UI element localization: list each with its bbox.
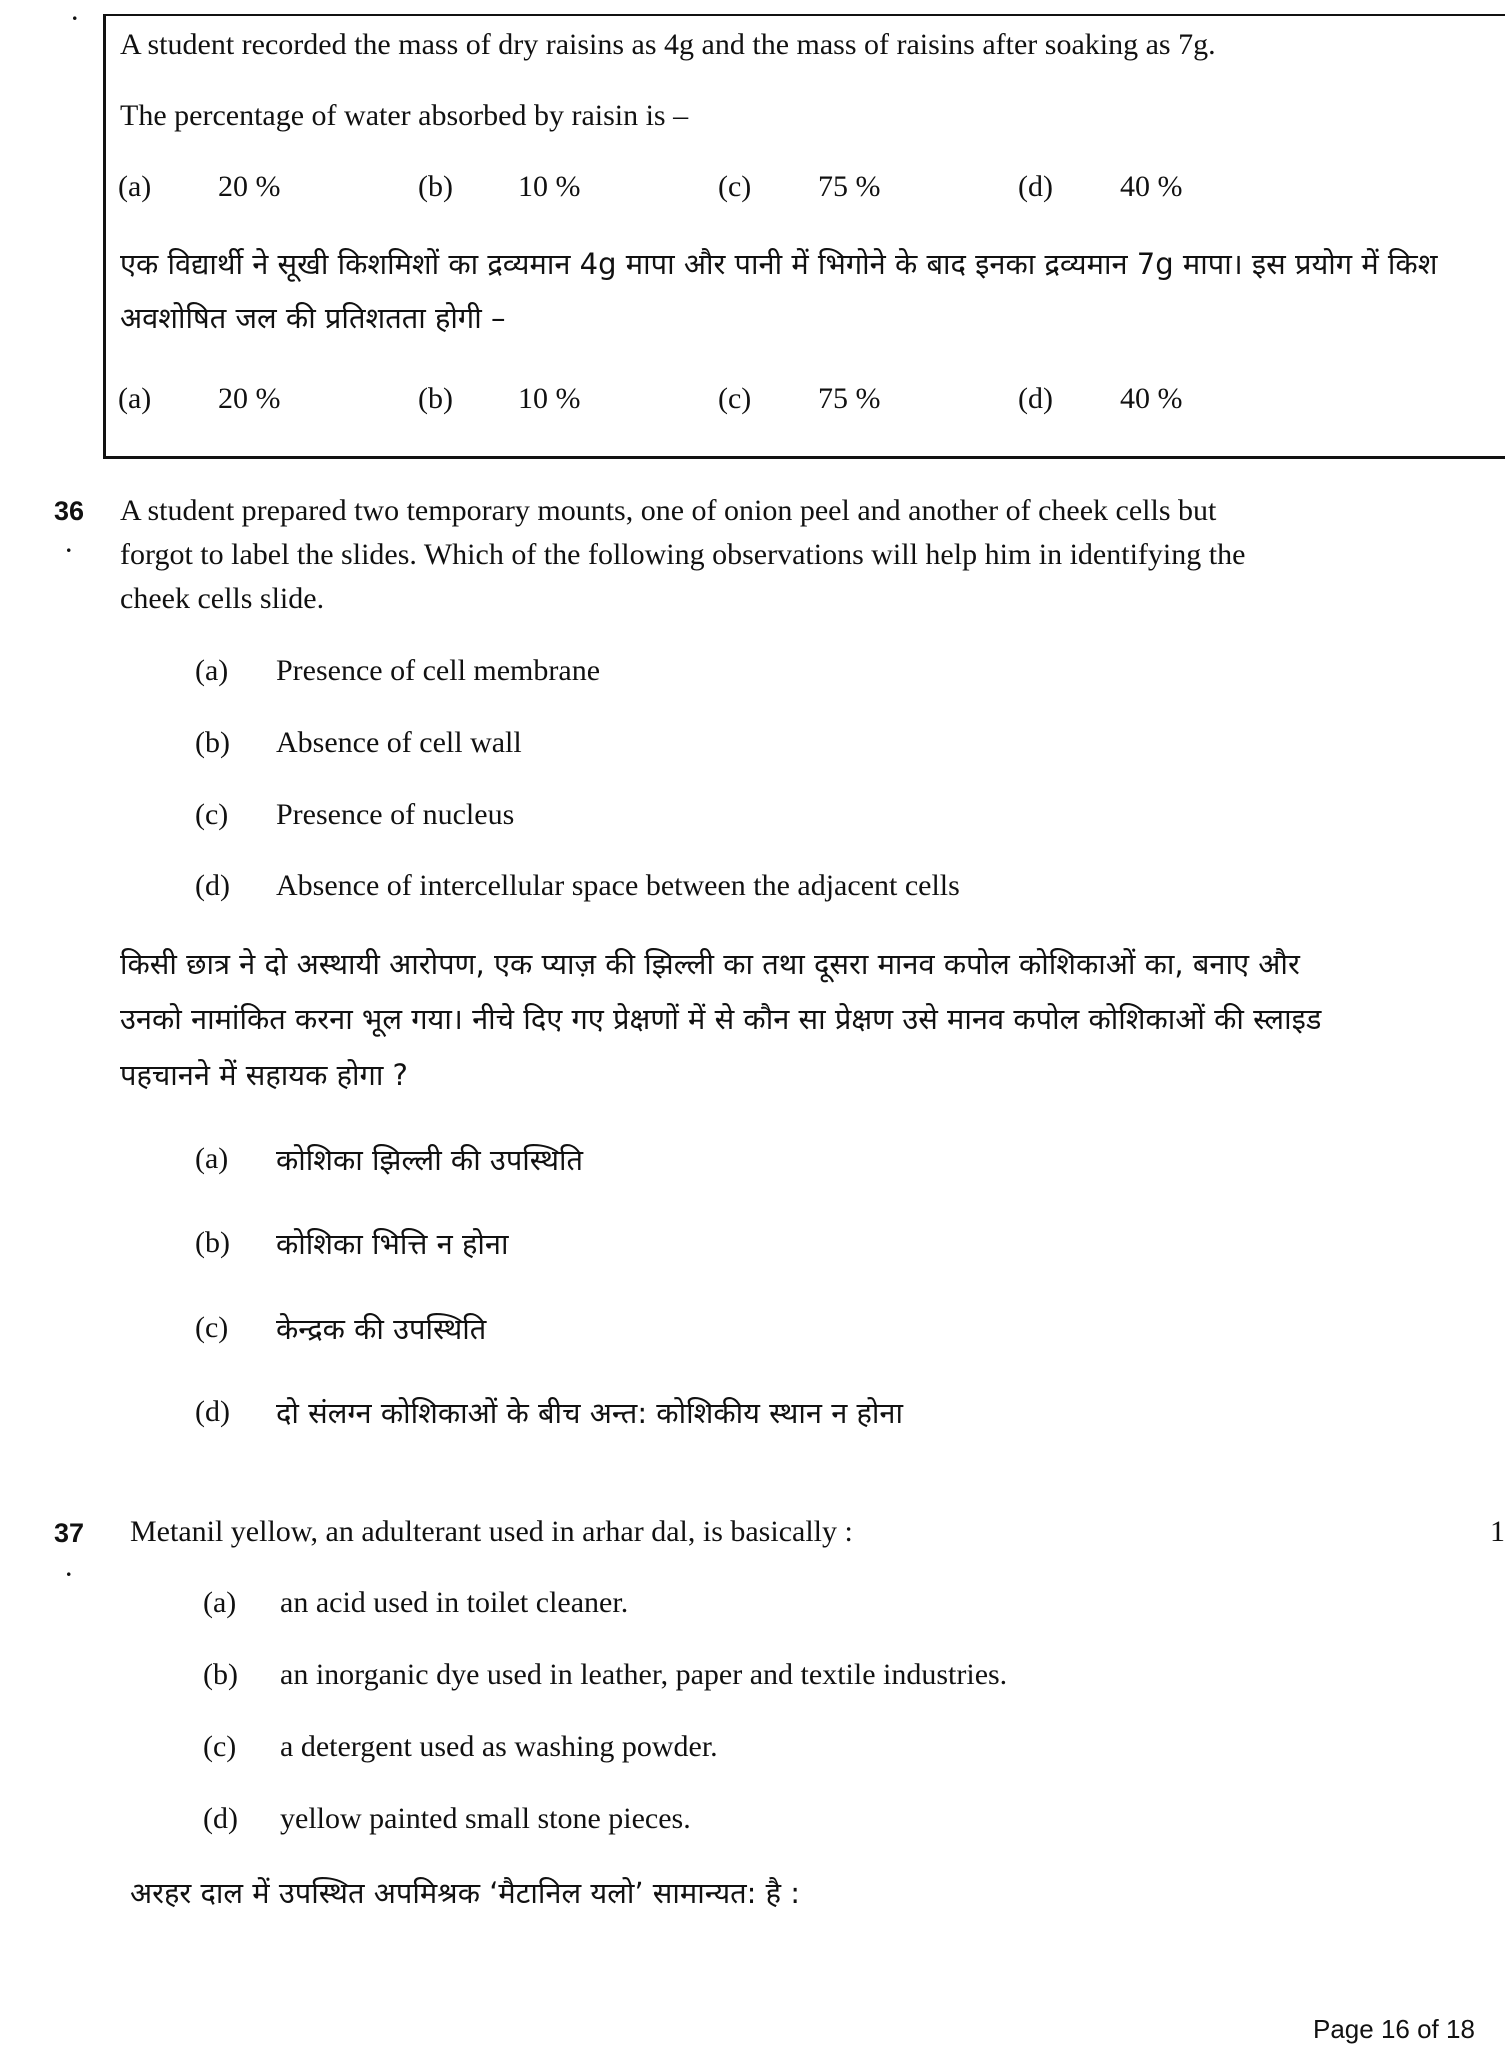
q37-option-d-text: yellow painted small stone pieces. (280, 1802, 691, 1835)
q35-option-b-value: 10 % (518, 170, 581, 203)
q37-hindi-text: अरहर दाल में उपस्थित अपमिश्रक ‘मैटानिल यलो’ सामान्यत: है : (130, 1876, 801, 1910)
q37-option-a-label: (a) (203, 1586, 237, 1619)
q36-hi-option-d-label: (d) (195, 1395, 230, 1428)
q36-hindi-line1: किसी छात्र ने दो अस्थायी आरोपण, एक प्याज़ की झिल्ली का तथा दूसरा मानव कपोल कोशिकाओं का, बनाए और (120, 947, 1300, 981)
q36-option-b-label: (b) (195, 726, 230, 759)
stray-mark: . (72, 0, 78, 25)
q36-option-c-text: Presence of nucleus (276, 798, 515, 831)
q36-option-c-label: (c) (195, 798, 229, 831)
q35-option-d-value: 40 % (1120, 170, 1183, 203)
q36-hi-option-a-label: (a) (195, 1142, 229, 1175)
q35-hindi-line2: अवशोषित जल की प्रतिशतता होगी – (120, 301, 506, 335)
q35-hi-option-a-value: 20 % (218, 382, 281, 415)
q36-hindi-line3: पहचानने में सहायक होगा ? (120, 1058, 408, 1092)
q36-option-b-text: Absence of cell wall (276, 726, 522, 759)
q36-hi-option-b-text: कोशिका भित्ति न होना (276, 1227, 509, 1261)
q36-hi-option-d-text: दो संलग्न कोशिकाओं के बीच अन्त: कोशिकीय स्थान न होना (276, 1396, 904, 1430)
q36-dot: . (66, 532, 72, 557)
q35-option-c-label: (c) (718, 170, 752, 203)
q37-option-b-label: (b) (203, 1658, 238, 1691)
q35-text-line1: A student recorded the mass of dry raisins as 4g and the mass of raisins after soaking as 7g. (120, 28, 1216, 61)
q36-option-d-text: Absence of intercellular space between the adjacent cells (276, 869, 960, 902)
q35-option-b-label: (b) (418, 170, 453, 203)
q37-option-a-text: an acid used in toilet cleaner. (280, 1586, 629, 1619)
q35-option-a-value: 20 % (218, 170, 281, 203)
q37-option-c-label: (c) (203, 1730, 237, 1763)
q35-hi-option-a-label: (a) (118, 382, 152, 415)
q35-option-a-label: (a) (118, 170, 152, 203)
q35-hi-option-d-value: 40 % (1120, 382, 1183, 415)
q37-dot: . (66, 1556, 72, 1581)
q36-hi-option-c-text: केन्द्रक की उपस्थिति (276, 1312, 487, 1346)
q36-line1: A student prepared two temporary mounts, one of onion peel and another of cheek cells but (120, 494, 1217, 527)
q36-hindi-line2: उनको नामांकित करना भूल गया। नीचे दिए गए प्रेक्षणों में से कौन सा प्रेक्षण उसे मानव कपोल कोशिकाओं की स्लाइड (120, 1002, 1322, 1036)
q36-hi-option-b-label: (b) (195, 1226, 230, 1259)
q36-hi-option-a-text: कोशिका झिल्ली की उपस्थिति (276, 1143, 584, 1177)
q35-hi-option-c-label: (c) (718, 382, 752, 415)
q36-option-a-text: Presence of cell membrane (276, 654, 601, 687)
q37-option-c-text: a detergent used as washing powder. (280, 1730, 718, 1763)
q35-box (103, 14, 1505, 459)
q37-option-b-text: an inorganic dye used in leather, paper and textile industries. (280, 1658, 1008, 1691)
q37-marks: 1 (1490, 1515, 1505, 1548)
q36-option-a-label: (a) (195, 654, 229, 687)
q35-option-d-label: (d) (1018, 170, 1053, 203)
q37-number: 37 (54, 1518, 85, 1548)
q36-option-d-label: (d) (195, 869, 230, 902)
q37-option-d-label: (d) (203, 1802, 238, 1835)
page-number: Page 16 of 18 (1313, 2014, 1475, 2044)
q36-hi-option-c-label: (c) (195, 1311, 229, 1344)
q35-hi-option-d-label: (d) (1018, 382, 1053, 415)
q35-option-c-value: 75 % (818, 170, 881, 203)
q37-text: Metanil yellow, an adulterant used in arhar dal, is basically : (130, 1515, 853, 1548)
q36-number: 36 (54, 496, 85, 526)
q35-hindi-line1: एक विद्यार्थी ने सूखी किशमिशों का द्रव्यमान 4g मापा और पानी में भिगोने के बाद इनका द्रव्यमान 7g मापा। इस प्रयोग में किश (120, 247, 1438, 281)
q35-text-line2: The percentage of water absorbed by raisin is – (120, 99, 689, 132)
q35-hi-option-b-label: (b) (418, 382, 453, 415)
q36-line2: forgot to label the slides. Which of the following observations will help him in identifying the (120, 538, 1246, 571)
q35-hi-option-c-value: 75 % (818, 382, 881, 415)
q35-hi-option-b-value: 10 % (518, 382, 581, 415)
q36-line3: cheek cells slide. (120, 582, 325, 615)
